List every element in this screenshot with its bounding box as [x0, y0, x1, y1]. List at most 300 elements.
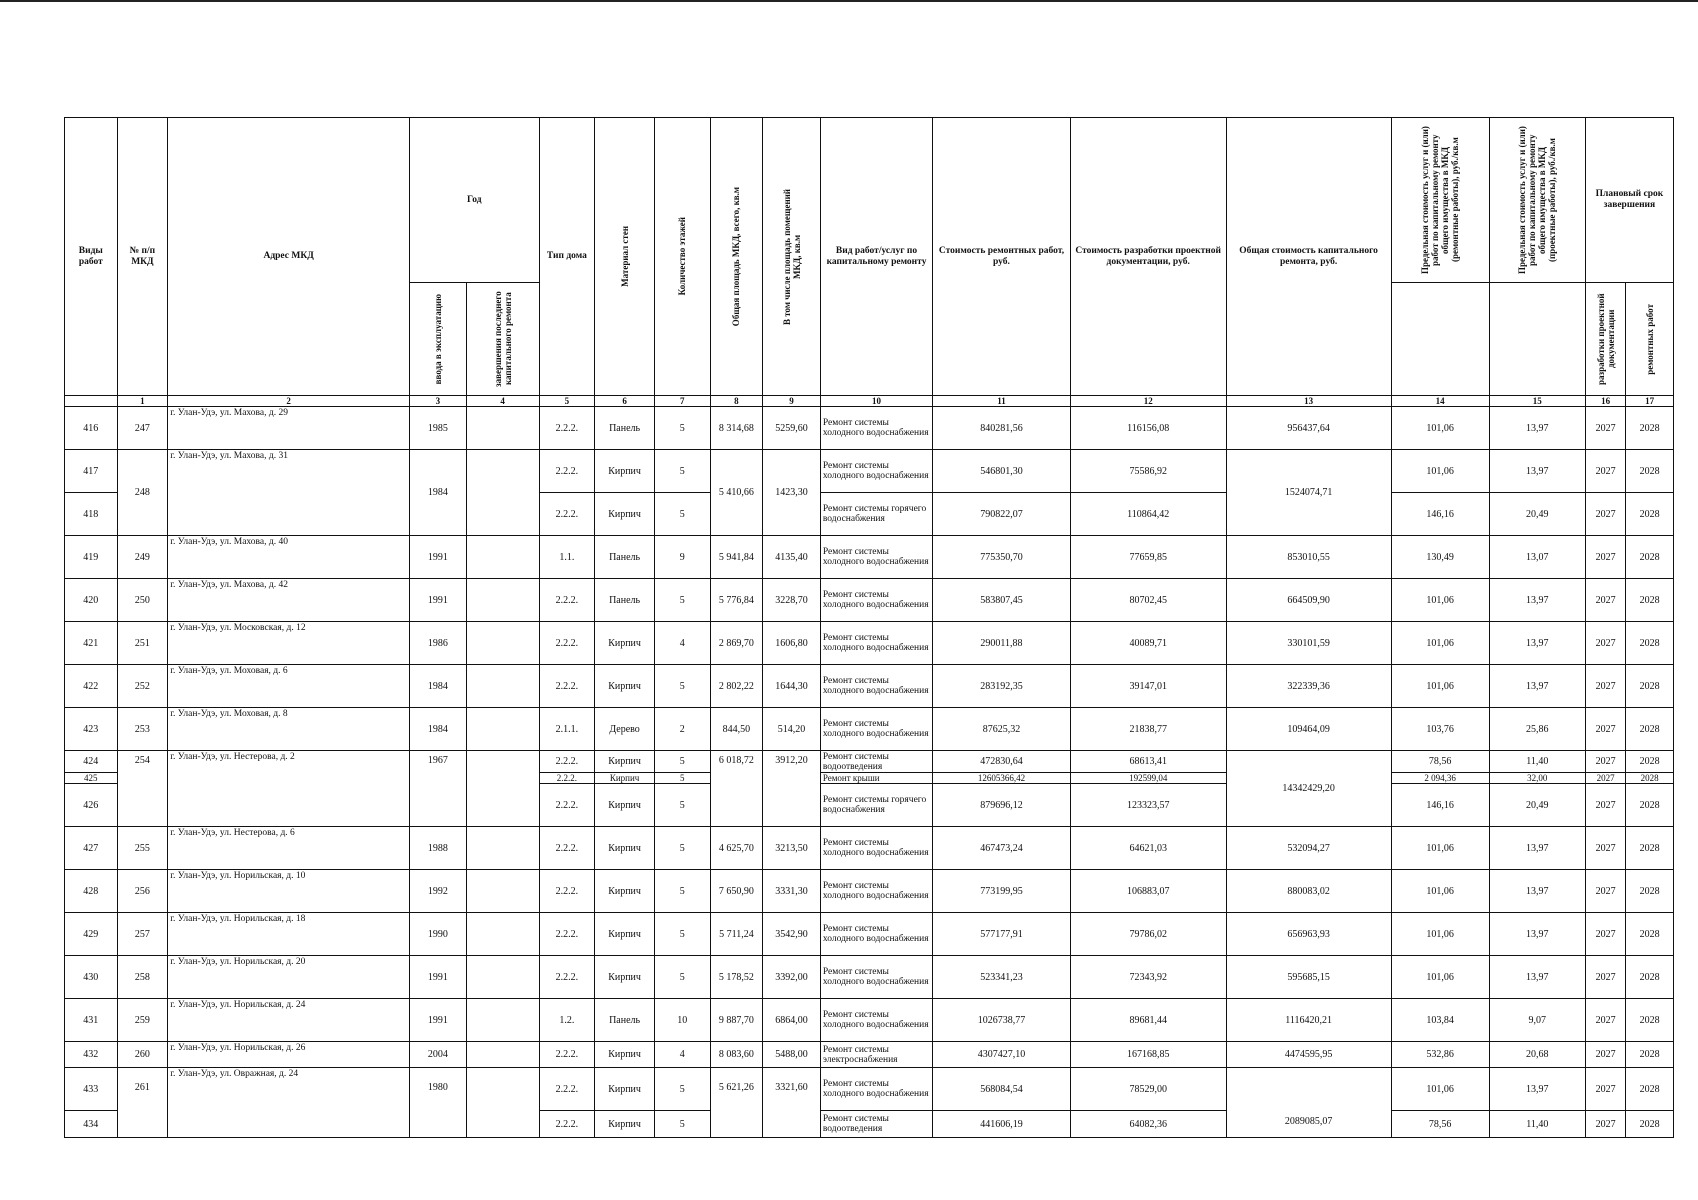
cell-term-design: 2027 — [1585, 999, 1625, 1042]
cell-total-area: 6 018,72 — [710, 751, 763, 827]
cell-total-area: 2 802,22 — [710, 665, 763, 708]
cell-address: г. Улан-Удэ, ул. Махова, д. 40 — [168, 536, 410, 579]
cell-term-design: 2027 — [1585, 870, 1625, 913]
column-number: 11 — [933, 396, 1071, 407]
cell-floors: 5 — [654, 827, 710, 870]
cell-term-repair: 2028 — [1626, 622, 1674, 665]
cell-address: г. Улан-Удэ, ул. Нестерова, д. 6 — [168, 827, 410, 870]
cell-term-design: 2027 — [1585, 913, 1625, 956]
cell-term-design: 2027 — [1585, 1068, 1625, 1111]
cell-year-commission: 1991 — [410, 579, 467, 622]
cell-floors: 5 — [654, 1068, 710, 1111]
cell-repair-cost: 583807,45 — [933, 579, 1071, 622]
cell-house-type: 2.2.2. — [539, 622, 595, 665]
cell-limit-repair: 146,16 — [1391, 784, 1489, 827]
cell-year-repair — [466, 536, 539, 579]
cell-design-cost: 192599,04 — [1070, 773, 1226, 784]
cell-design-cost: 167168,85 — [1070, 1042, 1226, 1068]
cell-year-repair — [466, 407, 539, 450]
cell-premises-area: 3392,00 — [763, 956, 821, 999]
cell-work-type: Ремонт системы горячего водоснабжения — [820, 784, 932, 827]
cell-limit-design: 20,49 — [1489, 493, 1585, 536]
cell-year-commission: 1990 — [410, 913, 467, 956]
cell-house-type: 2.2.2. — [539, 493, 595, 536]
table-row — [65, 407, 1674, 450]
cell-house-type: 2.2.2. — [539, 407, 595, 450]
cell-limit-design: 13,97 — [1489, 450, 1585, 493]
cell-vid: 427 — [65, 827, 118, 870]
cell-house-type: 2.2.2. — [539, 579, 595, 622]
cell-floors: 5 — [654, 870, 710, 913]
cell-year-commission: 1984 — [410, 708, 467, 751]
cell-design-cost: 39147,01 — [1070, 665, 1226, 708]
cell-floors: 4 — [654, 1042, 710, 1068]
cell-year-commission: 1991 — [410, 999, 467, 1042]
cell-design-cost: 72343,92 — [1070, 956, 1226, 999]
cell-repair-cost: 467473,24 — [933, 827, 1071, 870]
cell-limit-repair: 101,06 — [1391, 913, 1489, 956]
page-top-border — [0, 0, 1698, 2]
cell-floors: 5 — [654, 579, 710, 622]
cell-vid: 432 — [65, 1042, 118, 1068]
cell-term-design: 2027 — [1585, 493, 1625, 536]
cell-limit-repair: 146,16 — [1391, 493, 1489, 536]
cell-year-repair — [466, 999, 539, 1042]
cell-total-area: 8 083,60 — [710, 1042, 763, 1068]
cell-limit-design: 11,40 — [1489, 1111, 1585, 1138]
cell-vid: 431 — [65, 999, 118, 1042]
cell-repair-cost: 472830,64 — [933, 751, 1071, 773]
cell-term-design: 2027 — [1585, 827, 1625, 870]
table-row — [65, 665, 1674, 708]
cell-vid: 433 — [65, 1068, 118, 1111]
cell-floors: 5 — [654, 913, 710, 956]
cell-floors: 5 — [654, 773, 710, 784]
cell-limit-design: 13,07 — [1489, 536, 1585, 579]
cell-term-design: 2027 — [1585, 536, 1625, 579]
header-planovyy-srok: Плановый срок завершения — [1585, 118, 1673, 283]
cell-wall-material: Кирпич — [595, 773, 655, 784]
cell-wall-material: Кирпич — [595, 450, 655, 493]
cell-total-area: 7 650,90 — [710, 870, 763, 913]
cell-year-repair — [466, 579, 539, 622]
cell-limit-repair: 101,06 — [1391, 827, 1489, 870]
cell-limit-repair: 2 094,36 — [1391, 773, 1489, 784]
cell-floors: 10 — [654, 999, 710, 1042]
table-row — [65, 827, 1674, 870]
cell-address: г. Улан-Удэ, ул. Махова, д. 42 — [168, 579, 410, 622]
cell-n: 249 — [117, 536, 168, 579]
cell-vid: 424 — [65, 751, 118, 773]
cell-premises-area: 1644,30 — [763, 665, 821, 708]
cell-limit-repair: 101,06 — [1391, 870, 1489, 913]
cell-limit-repair: 532,86 — [1391, 1042, 1489, 1068]
cell-limit-design: 11,40 — [1489, 751, 1585, 773]
cell-work-type: Ремонт системы холодного водоснабжения — [820, 579, 932, 622]
cell-total-cost: 1116420,21 — [1226, 999, 1391, 1042]
cell-year-commission: 1991 — [410, 956, 467, 999]
cell-premises-area: 3542,90 — [763, 913, 821, 956]
cell-term-repair: 2028 — [1626, 407, 1674, 450]
cell-wall-material: Кирпич — [595, 1068, 655, 1111]
cell-year-repair — [466, 913, 539, 956]
header-god: Год — [410, 118, 540, 283]
cell-vid: 429 — [65, 913, 118, 956]
header-vidy-rabot: Виды работ — [65, 118, 118, 396]
table-row — [65, 913, 1674, 956]
cell-house-type: 2.2.2. — [539, 956, 595, 999]
cell-limit-design: 13,97 — [1489, 665, 1585, 708]
cell-premises-area: 514,20 — [763, 708, 821, 751]
cell-term-repair: 2028 — [1626, 450, 1674, 493]
header-predelnaya-proekt: Предельная стоимость услуг и (или) работ по капитальному ремонту общего имущества в МКД (проектные работы), руб./кв.м — [1517, 126, 1558, 274]
cell-year-repair — [466, 622, 539, 665]
cell-floors: 5 — [654, 751, 710, 773]
cell-premises-area: 3213,50 — [763, 827, 821, 870]
cell-term-repair: 2028 — [1626, 536, 1674, 579]
cell-year-repair — [466, 870, 539, 913]
cell-n: 254 — [117, 751, 168, 827]
cell-year-repair — [466, 956, 539, 999]
cell-premises-area: 6864,00 — [763, 999, 821, 1042]
cell-total-cost: 14342429,20 — [1226, 751, 1391, 827]
cell-total-area: 8 314,68 — [710, 407, 763, 450]
cell-house-type: 2.2.2. — [539, 1042, 595, 1068]
cell-house-type: 2.2.2. — [539, 450, 595, 493]
cell-address: г. Улан-Удэ, ул. Махова, д. 29 — [168, 407, 410, 450]
cell-house-type: 2.2.2. — [539, 913, 595, 956]
header-material-sten: Материал стен — [619, 226, 630, 287]
cell-term-design: 2027 — [1585, 956, 1625, 999]
table-row — [65, 622, 1674, 665]
cell-wall-material: Панель — [595, 579, 655, 622]
table-row — [65, 579, 1674, 622]
cell-total-area: 5 776,84 — [710, 579, 763, 622]
cell-term-design: 2027 — [1585, 407, 1625, 450]
cell-floors: 5 — [654, 956, 710, 999]
cell-term-design: 2027 — [1585, 665, 1625, 708]
cell-limit-design: 20,49 — [1489, 784, 1585, 827]
cell-limit-design: 13,97 — [1489, 956, 1585, 999]
cell-design-cost: 75586,92 — [1070, 450, 1226, 493]
cell-limit-repair: 78,56 — [1391, 751, 1489, 773]
cell-term-repair: 2028 — [1626, 784, 1674, 827]
header-god-zaversheniya: завершения последнего капитального ремонта — [492, 291, 513, 387]
cell-house-type: 2.2.2. — [539, 665, 595, 708]
cell-wall-material: Кирпич — [595, 1111, 655, 1138]
table-row — [65, 708, 1674, 751]
column-number: 5 — [539, 396, 595, 407]
cell-floors: 9 — [654, 536, 710, 579]
cell-wall-material: Кирпич — [595, 956, 655, 999]
cell-repair-cost: 87625,32 — [933, 708, 1071, 751]
table-row — [65, 751, 1674, 773]
cell-total-area: 844,50 — [710, 708, 763, 751]
cell-repair-cost: 546801,30 — [933, 450, 1071, 493]
header-stoimost-proekt: Стоимость разработки проектной документации, руб. — [1070, 118, 1226, 396]
cell-vid: 425 — [65, 773, 118, 784]
cell-year-commission: 1991 — [410, 536, 467, 579]
cell-floors: 5 — [654, 1111, 710, 1138]
cell-house-type: 2.1.1. — [539, 708, 595, 751]
cell-term-design: 2027 — [1585, 773, 1625, 784]
cell-work-type: Ремонт системы электроснабжения — [820, 1042, 932, 1068]
cell-vid: 422 — [65, 665, 118, 708]
capital-repair-table — [64, 117, 1674, 1138]
cell-vid: 426 — [65, 784, 118, 827]
header-stoimost-remont: Стоимость ремонтных работ, руб. — [933, 118, 1071, 396]
cell-total-cost: 1524074,71 — [1226, 450, 1391, 536]
cell-year-repair — [466, 708, 539, 751]
cell-limit-repair: 103,84 — [1391, 999, 1489, 1042]
cell-total-area: 5 941,84 — [710, 536, 763, 579]
table-row — [65, 536, 1674, 579]
cell-n: 248 — [117, 450, 168, 536]
cell-address: г. Улан-Удэ, ул. Норильская, д. 10 — [168, 870, 410, 913]
cell-vid: 428 — [65, 870, 118, 913]
cell-total-area: 9 887,70 — [710, 999, 763, 1042]
cell-n: 253 — [117, 708, 168, 751]
cell-total-cost: 956437,64 — [1226, 407, 1391, 450]
column-number: 2 — [168, 396, 410, 407]
cell-term-repair: 2028 — [1626, 579, 1674, 622]
cell-floors: 4 — [654, 622, 710, 665]
cell-wall-material: Кирпич — [595, 870, 655, 913]
header-predelnaya-remont: Предельная стоимость услуг и (или) работ по капитальному ремонту общего имущества в МКД (ремонтные работы), руб./кв.м — [1420, 126, 1461, 274]
cell-vid: 417 — [65, 450, 118, 493]
cell-limit-repair: 101,06 — [1391, 665, 1489, 708]
cell-wall-material: Дерево — [595, 708, 655, 751]
cell-design-cost: 64621,03 — [1070, 827, 1226, 870]
cell-repair-cost: 577177,91 — [933, 913, 1071, 956]
cell-limit-repair: 101,06 — [1391, 579, 1489, 622]
cell-limit-repair: 101,06 — [1391, 622, 1489, 665]
cell-house-type: 1.2. — [539, 999, 595, 1042]
cell-work-type: Ремонт системы холодного водоснабжения — [820, 999, 932, 1042]
cell-repair-cost: 775350,70 — [933, 536, 1071, 579]
cell-limit-design: 13,97 — [1489, 870, 1585, 913]
cell-term-repair: 2028 — [1626, 493, 1674, 536]
column-number: 9 — [763, 396, 821, 407]
cell-n: 260 — [117, 1042, 168, 1068]
cell-limit-design: 20,68 — [1489, 1042, 1585, 1068]
column-number: 14 — [1391, 396, 1489, 407]
cell-n: 255 — [117, 827, 168, 870]
cell-limit-repair: 103,76 — [1391, 708, 1489, 751]
cell-design-cost: 40089,71 — [1070, 622, 1226, 665]
cell-house-type: 2.2.2. — [539, 1111, 595, 1138]
cell-year-commission: 1984 — [410, 450, 467, 536]
cell-term-repair: 2028 — [1626, 870, 1674, 913]
cell-limit-design: 13,97 — [1489, 827, 1585, 870]
header-razrabotki: разработки проектной документации — [1595, 293, 1616, 385]
cell-total-cost: 880083,02 — [1226, 870, 1391, 913]
cell-premises-area: 4135,40 — [763, 536, 821, 579]
cell-premises-area: 3228,70 — [763, 579, 821, 622]
cell-total-cost: 330101,59 — [1226, 622, 1391, 665]
cell-total-area: 5 410,66 — [710, 450, 763, 536]
cell-vid: 419 — [65, 536, 118, 579]
cell-wall-material: Кирпич — [595, 622, 655, 665]
cell-house-type: 2.2.2. — [539, 784, 595, 827]
cell-premises-area: 5488,00 — [763, 1042, 821, 1068]
cell-vid: 421 — [65, 622, 118, 665]
cell-vid: 420 — [65, 579, 118, 622]
cell-work-type: Ремонт системы холодного водоснабжения — [820, 665, 932, 708]
cell-year-repair — [466, 665, 539, 708]
cell-term-repair: 2028 — [1626, 1068, 1674, 1111]
column-number: 3 — [410, 396, 467, 407]
cell-address: г. Улан-Удэ, ул. Махова, д. 31 — [168, 450, 410, 536]
cell-work-type: Ремонт системы холодного водоснабжения — [820, 622, 932, 665]
cell-total-area: 2 869,70 — [710, 622, 763, 665]
cell-repair-cost: 773199,95 — [933, 870, 1071, 913]
cell-limit-design: 13,97 — [1489, 579, 1585, 622]
cell-repair-cost: 879696,12 — [933, 784, 1071, 827]
cell-work-type: Ремонт системы холодного водоснабжения — [820, 1068, 932, 1111]
cell-premises-area: 1606,80 — [763, 622, 821, 665]
header-kolichestvo-etazhey: Количество этажей — [677, 217, 688, 296]
cell-n: 251 — [117, 622, 168, 665]
column-number: 17 — [1626, 396, 1674, 407]
header-obshchaya-ploshchad: Общая площадь МКД, всего, кв.м — [731, 186, 742, 327]
cell-address: г. Улан-Удэ, ул. Нестерова, д. 2 — [168, 751, 410, 827]
cell-total-area: 5 621,26 — [710, 1068, 763, 1138]
cell-house-type: 2.2.2. — [539, 1068, 595, 1111]
column-number: 12 — [1070, 396, 1226, 407]
cell-design-cost: 78529,00 — [1070, 1068, 1226, 1111]
cell-work-type: Ремонт системы холодного водоснабжения — [820, 956, 932, 999]
cell-total-cost: 109464,09 — [1226, 708, 1391, 751]
cell-repair-cost: 568084,54 — [933, 1068, 1071, 1111]
cell-design-cost: 123323,57 — [1070, 784, 1226, 827]
cell-vid: 416 — [65, 407, 118, 450]
cell-total-area: 5 178,52 — [710, 956, 763, 999]
column-number: 7 — [654, 396, 710, 407]
cell-term-repair: 2028 — [1626, 956, 1674, 999]
cell-total-cost: 664509,90 — [1226, 579, 1391, 622]
header-row-main — [65, 118, 1674, 283]
cell-year-repair — [466, 751, 539, 827]
header-nomer-mkd: № п/п МКД — [117, 118, 168, 396]
column-number: 13 — [1226, 396, 1391, 407]
cell-work-type: Ремонт системы холодного водоснабжения — [820, 536, 932, 579]
cell-wall-material: Панель — [595, 536, 655, 579]
header-god-vvoda: ввода в эксплуатацию — [432, 293, 443, 385]
cell-vid: 430 — [65, 956, 118, 999]
cell-year-repair — [466, 1042, 539, 1068]
cell-vid: 434 — [65, 1111, 118, 1138]
cell-n: 252 — [117, 665, 168, 708]
table-row — [65, 956, 1674, 999]
cell-house-type: 2.2.2. — [539, 773, 595, 784]
cell-total-cost: 2089085,07 — [1226, 1068, 1391, 1138]
cell-term-repair: 2028 — [1626, 913, 1674, 956]
table-row — [65, 450, 1674, 493]
cell-repair-cost: 1026738,77 — [933, 999, 1071, 1042]
cell-n: 261 — [117, 1068, 168, 1138]
column-number: 15 — [1489, 396, 1585, 407]
cell-vid: 418 — [65, 493, 118, 536]
cell-design-cost: 68613,41 — [1070, 751, 1226, 773]
cell-n: 259 — [117, 999, 168, 1042]
cell-work-type: Ремонт крыши — [820, 773, 932, 784]
cell-n: 258 — [117, 956, 168, 999]
cell-limit-design: 9,07 — [1489, 999, 1585, 1042]
cell-limit-design: 13,97 — [1489, 1068, 1585, 1111]
cell-year-commission: 1967 — [410, 751, 467, 827]
cell-term-repair: 2028 — [1626, 773, 1674, 784]
cell-floors: 5 — [654, 407, 710, 450]
cell-work-type: Ремонт системы холодного водоснабжения — [820, 870, 932, 913]
table-row — [65, 999, 1674, 1042]
cell-repair-cost: 441606,19 — [933, 1111, 1071, 1138]
cell-limit-repair: 101,06 — [1391, 450, 1489, 493]
header-adres: Адрес МКД — [168, 118, 410, 396]
document-sheet — [64, 117, 1674, 1138]
cell-repair-cost: 523341,23 — [933, 956, 1071, 999]
cell-limit-repair: 101,06 — [1391, 956, 1489, 999]
column-number: 10 — [820, 396, 932, 407]
cell-repair-cost: 12605366,42 — [933, 773, 1071, 784]
cell-work-type: Ремонт системы холодного водоснабжения — [820, 827, 932, 870]
cell-total-cost: 656963,93 — [1226, 913, 1391, 956]
cell-term-repair: 2028 — [1626, 1111, 1674, 1138]
cell-total-cost: 4474595,95 — [1226, 1042, 1391, 1068]
cell-address: г. Улан-Удэ, ул. Норильская, д. 20 — [168, 956, 410, 999]
cell-limit-design: 13,97 — [1489, 913, 1585, 956]
column-number: 16 — [1585, 396, 1625, 407]
cell-year-repair — [466, 1068, 539, 1138]
cell-design-cost: 106883,07 — [1070, 870, 1226, 913]
header-remontnyh: ремонтных работ — [1644, 303, 1655, 375]
cell-design-cost: 80702,45 — [1070, 579, 1226, 622]
cell-term-repair: 2028 — [1626, 827, 1674, 870]
cell-wall-material: Кирпич — [595, 913, 655, 956]
cell-total-cost: 322339,36 — [1226, 665, 1391, 708]
cell-year-repair — [466, 827, 539, 870]
cell-repair-cost: 283192,35 — [933, 665, 1071, 708]
cell-house-type: 1.1. — [539, 536, 595, 579]
cell-limit-repair: 130,49 — [1391, 536, 1489, 579]
cell-house-type: 2.2.2. — [539, 870, 595, 913]
cell-total-area: 4 625,70 — [710, 827, 763, 870]
cell-term-design: 2027 — [1585, 1111, 1625, 1138]
table-row — [65, 870, 1674, 913]
header-blank-15 — [1489, 283, 1585, 396]
column-numbers-row — [65, 396, 1674, 407]
cell-premises-area: 3912,20 — [763, 751, 821, 827]
cell-floors: 5 — [654, 450, 710, 493]
cell-repair-cost: 4307427,10 — [933, 1042, 1071, 1068]
cell-wall-material: Кирпич — [595, 751, 655, 773]
cell-term-repair: 2028 — [1626, 1042, 1674, 1068]
column-number: 6 — [595, 396, 655, 407]
cell-term-design: 2027 — [1585, 1042, 1625, 1068]
column-number: 4 — [466, 396, 539, 407]
cell-term-design: 2027 — [1585, 622, 1625, 665]
cell-n: 250 — [117, 579, 168, 622]
cell-term-repair: 2028 — [1626, 708, 1674, 751]
cell-address: г. Улан-Удэ, ул. Моховая, д. 6 — [168, 665, 410, 708]
cell-total-cost: 853010,55 — [1226, 536, 1391, 579]
cell-wall-material: Кирпич — [595, 1042, 655, 1068]
cell-design-cost: 21838,77 — [1070, 708, 1226, 751]
cell-wall-material: Кирпич — [595, 665, 655, 708]
cell-work-type: Ремонт системы холодного водоснабжения — [820, 913, 932, 956]
cell-floors: 5 — [654, 665, 710, 708]
cell-wall-material: Кирпич — [595, 493, 655, 536]
